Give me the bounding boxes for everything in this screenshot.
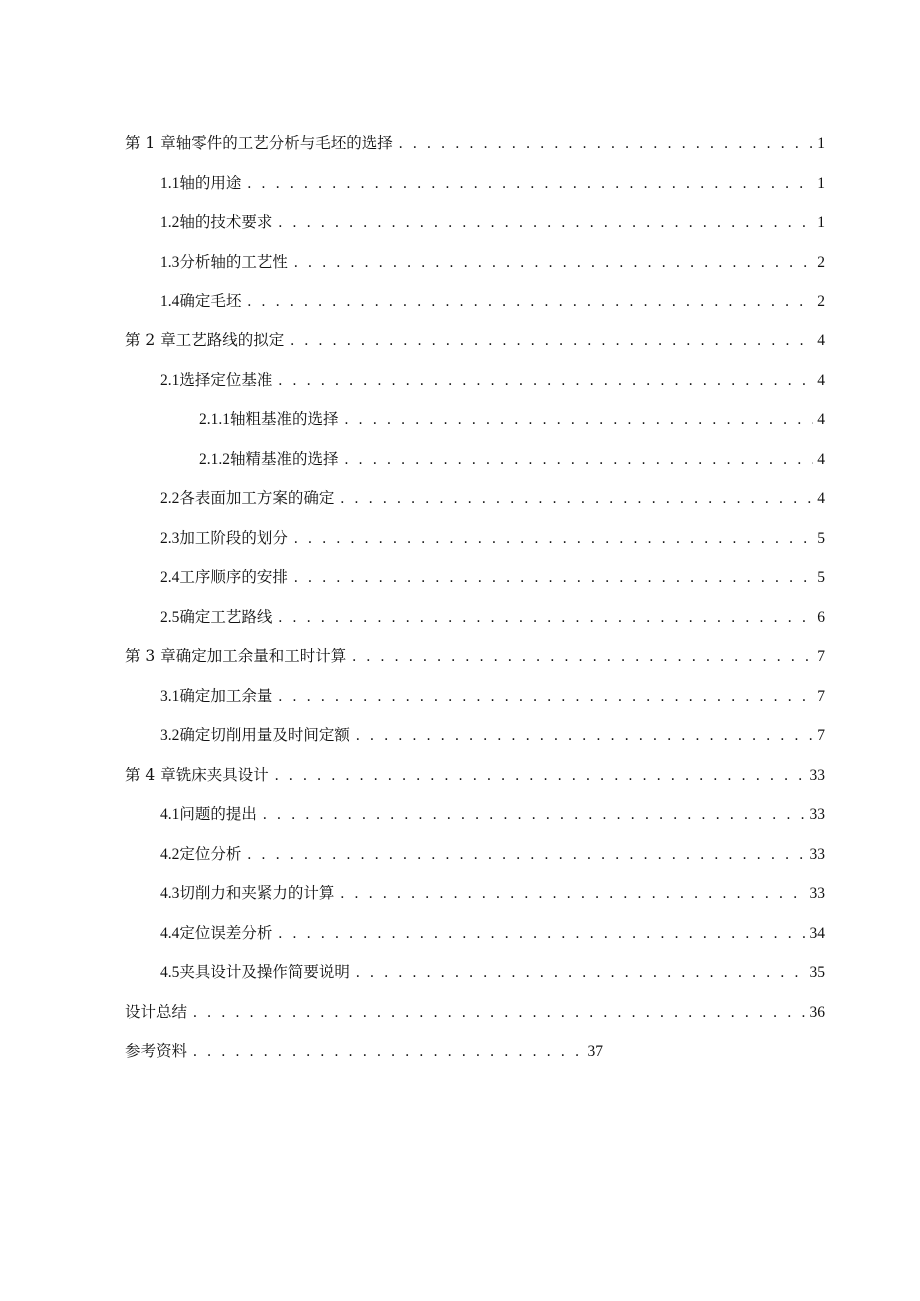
toc-entry[interactable] [160,841,825,867]
toc-entry-page: 33 [809,806,825,823]
toc-dot-leader [356,960,806,986]
toc-dot-leader [278,368,813,394]
toc-entry-title: 参考资料 [125,1042,188,1060]
toc-entry[interactable] [160,801,825,827]
toc-entry-title: 第 4 章铣床夹具设计 [125,766,269,784]
toc-entry-title: 确定加工余量 [179,687,273,705]
toc-entry-title: 设计总结 [125,1003,188,1021]
toc-entry[interactable] [160,959,825,985]
toc-entry-number: 4.3 [160,885,180,902]
toc-entry-title: 问题的提出 [179,805,257,823]
toc-entry-title: 选择定位基准 [179,371,273,389]
toc-entry-number: 1.3 [160,254,180,271]
toc-entry-title: 第 2 章工艺路线的拟定 [125,331,285,349]
toc-entry[interactable] [160,485,825,511]
toc-entry-page: 7 [817,648,825,665]
toc-entry-title: 定位误差分析 [179,924,273,942]
toc-entry-title: 轴的用途 [179,174,242,192]
toc-entry[interactable] [160,604,825,630]
toc-dot-leader [278,921,805,947]
toc-entry-page: 4 [817,451,825,468]
toc-entry-page: 7 [817,688,825,705]
toc-dot-leader [193,1000,805,1026]
toc-entry[interactable] [160,288,825,314]
toc-dot-leader [193,1039,583,1065]
toc-entry-number: 4.4 [160,925,180,942]
toc-entry-page: 37 [587,1043,603,1060]
toc-entry-number: 2.5 [160,609,180,626]
toc-dot-leader [294,250,813,276]
toc-dot-leader [247,171,813,197]
toc-entry-number: 4.2 [160,846,180,863]
toc-dot-leader [340,881,805,907]
toc-entry-number: 2.1.1 [199,411,230,428]
toc-entry[interactable] [160,170,825,196]
toc-entry-number: 1.4 [160,293,180,310]
toc-entry-page: 1 [817,175,825,192]
toc-entry-title: 第 3 章确定加工余量和工时计算 [125,647,347,665]
toc-entry-title: 轴粗基准的选择 [230,410,339,428]
toc-dot-leader [294,565,813,591]
toc-entry-number: 2.1.2 [199,451,230,468]
toc-entry-page: 2 [817,254,825,271]
toc-dot-leader [356,723,813,749]
toc-entry-title: 定位分析 [179,845,242,863]
toc-dot-leader [278,605,813,631]
toc-entry-title: 轴精基准的选择 [230,450,339,468]
toc-entry[interactable] [125,762,825,788]
toc-entry-page: 4 [817,372,825,389]
toc-entry-title: 夹具设计及操作简要说明 [179,963,350,981]
toc-entry[interactable] [199,446,825,472]
toc-entry-page: 4 [817,490,825,507]
toc-entry-title: 确定切削用量及时间定额 [179,726,350,744]
toc-entry-title: 工序顺序的安排 [179,568,288,586]
toc-entry-page: 36 [809,1004,825,1021]
toc-entry-title: 各表面加工方案的确定 [179,489,335,507]
toc-dot-leader [275,763,806,789]
toc-entry[interactable] [160,209,825,235]
toc-entry-number: 4.1 [160,806,180,823]
toc-entry[interactable] [160,564,825,590]
toc-entry[interactable] [125,999,825,1025]
toc-entry-number: 3.1 [160,688,180,705]
toc-entry-number: 2.2 [160,490,180,507]
toc-entry-number: 1.2 [160,214,180,231]
toc-entry-page: 5 [817,530,825,547]
toc-entry-page: 2 [817,293,825,310]
toc-entry-number: 1.1 [160,175,180,192]
toc-dot-leader [263,802,806,828]
toc-entry-page: 34 [809,925,825,942]
toc-entry-number: 3.2 [160,727,180,744]
toc-entry-page: 4 [817,332,825,349]
toc-entry-title: 加工阶段的划分 [179,529,288,547]
toc-entry-page: 35 [809,964,825,981]
toc-entry-page: 1 [817,135,825,152]
toc-dot-leader [340,486,813,512]
toc-dot-leader [399,131,814,157]
toc-dot-leader [247,289,813,315]
toc-entry[interactable] [160,920,825,946]
toc-entry-page: 1 [817,214,825,231]
toc-dot-leader [278,210,813,236]
toc-entry-title: 第 1 章轴零件的工艺分析与毛坯的选择 [125,134,393,152]
toc-entry-title: 确定工艺路线 [179,608,273,626]
toc-entry[interactable] [125,327,825,353]
toc-entry[interactable] [160,525,825,551]
toc-entry-number: 2.4 [160,569,180,586]
toc-dot-leader [247,842,805,868]
toc-entry[interactable] [199,406,825,432]
toc-entry[interactable] [160,683,825,709]
toc-entry-number: 2.3 [160,530,180,547]
toc-entry-title: 轴的技术要求 [179,213,273,231]
toc-dot-leader [345,447,814,473]
toc-entry[interactable] [125,643,825,669]
toc-entry-title: 分析轴的工艺性 [179,253,288,271]
toc-entry[interactable] [125,130,825,156]
toc-entry-title: 确定毛坯 [179,292,242,310]
toc-dot-leader [294,526,813,552]
toc-entry-page: 5 [817,569,825,586]
toc-entry-number: 4.5 [160,964,180,981]
toc-entry-page: 6 [817,609,825,626]
toc-entry-number: 2.1 [160,372,180,389]
toc-entry-page: 33 [809,767,825,784]
toc-entry-page: 33 [809,885,825,902]
toc-dot-leader [352,644,813,670]
toc-entry[interactable] [160,880,825,906]
toc-entry-title: 切削力和夹紧力的计算 [179,884,335,902]
toc-entry[interactable] [160,722,825,748]
toc-entry[interactable] [160,367,825,393]
toc-dot-leader [290,328,813,354]
toc-dot-leader [345,407,814,433]
toc-entry[interactable] [125,1038,603,1064]
toc-entry[interactable] [160,249,825,275]
toc-entry-page: 7 [817,727,825,744]
toc-dot-leader [278,684,813,710]
toc-entry-page: 4 [817,411,825,428]
toc-entry-page: 33 [809,846,825,863]
